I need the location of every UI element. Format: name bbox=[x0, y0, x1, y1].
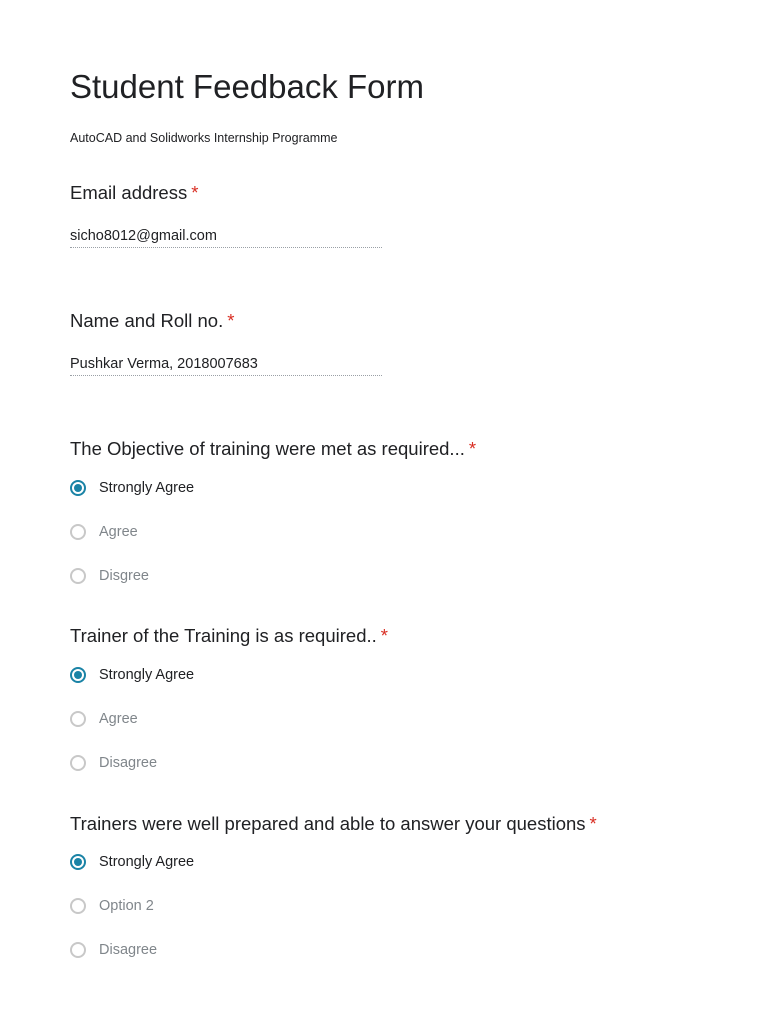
radio-option-label: Disgree bbox=[99, 568, 149, 584]
required-asterisk: * bbox=[380, 625, 388, 646]
radio-option-agree[interactable] bbox=[70, 709, 138, 729]
radio-option-disagree[interactable] bbox=[70, 753, 157, 773]
radio-option-label: Option 2 bbox=[99, 898, 154, 914]
question-text: Name and Roll no. bbox=[70, 310, 224, 331]
radio-option-agree[interactable] bbox=[70, 522, 138, 542]
radio-option-label: Strongly Agree bbox=[99, 667, 195, 683]
required-asterisk: * bbox=[227, 310, 235, 331]
question-objective-label bbox=[70, 438, 476, 460]
radio-option-label: Strongly Agree bbox=[99, 480, 195, 496]
radio-checked-icon[interactable] bbox=[70, 667, 86, 683]
radio-unchecked-icon[interactable] bbox=[70, 942, 86, 958]
question-trainer-label bbox=[70, 625, 388, 647]
radio-option-strongly-agree[interactable] bbox=[70, 665, 194, 685]
question-text: Trainers were well prepared and able to answer your questions bbox=[70, 813, 586, 834]
radio-unchecked-icon[interactable] bbox=[70, 755, 86, 771]
required-asterisk: * bbox=[589, 813, 597, 834]
name-roll-field[interactable]: Pushkar Verma, 2018007683 bbox=[70, 356, 382, 376]
radio-option-label: Disagree bbox=[99, 942, 158, 958]
radio-checked-icon[interactable] bbox=[70, 854, 86, 870]
email-field[interactable]: sicho8012@gmail.com bbox=[70, 228, 382, 248]
required-asterisk: * bbox=[468, 438, 477, 459]
radio-option-strongly-agree[interactable] bbox=[70, 478, 194, 498]
question-preparation-label bbox=[70, 813, 597, 835]
required-asterisk: * bbox=[191, 182, 199, 203]
radio-option-label: Agree bbox=[99, 524, 138, 540]
radio-unchecked-icon[interactable] bbox=[70, 898, 86, 914]
radio-option-2[interactable] bbox=[70, 896, 154, 916]
question-text: Email address bbox=[70, 182, 188, 203]
radio-option-disagree[interactable] bbox=[70, 566, 149, 586]
radio-option-disagree[interactable] bbox=[70, 940, 157, 960]
radio-unchecked-icon[interactable] bbox=[70, 524, 86, 540]
radio-unchecked-icon[interactable] bbox=[70, 711, 86, 727]
form-description: AutoCAD and Solidworks Internship Programme bbox=[70, 131, 338, 145]
radio-checked-icon[interactable] bbox=[70, 480, 86, 496]
question-text: Trainer of the Training is as required.. bbox=[70, 625, 377, 646]
radio-unchecked-icon[interactable] bbox=[70, 568, 86, 584]
question-text: The Objective of training were met as required... bbox=[70, 438, 465, 459]
radio-option-strongly-agree[interactable] bbox=[70, 852, 194, 872]
question-email-label bbox=[70, 182, 198, 204]
radio-option-label: Disagree bbox=[99, 755, 158, 771]
form-title: Student Feedback Form bbox=[70, 68, 425, 105]
radio-option-label: Strongly Agree bbox=[99, 854, 195, 870]
radio-option-label: Agree bbox=[99, 711, 138, 727]
question-name-label bbox=[70, 310, 234, 332]
